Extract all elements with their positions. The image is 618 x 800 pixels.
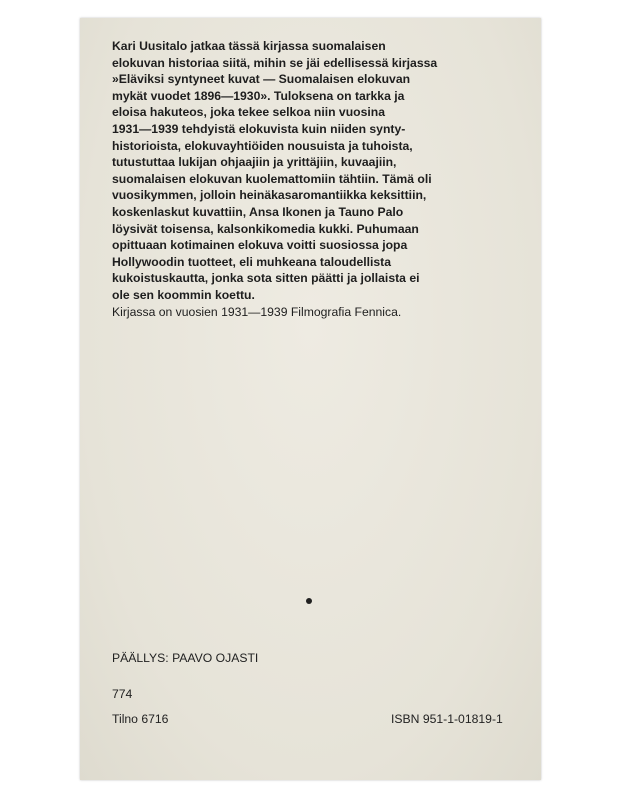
blurb-line: eloisa hakuteos, joka tekee selkoa niin vuosina	[112, 105, 385, 120]
isbn-code: ISBN 951-1-01819-1	[391, 712, 503, 726]
tilno-code: Tilno 6716	[112, 712, 169, 726]
blurb-line: suomalaisen elokuvan kuolemattomiin tähtiin. Tämä oli	[112, 171, 432, 186]
cover-credit: PÄÄLLYS: PAAVO OJASTI	[112, 651, 259, 665]
blurb-line: opittuaan kotimainen elokuva voitti suosiossa jopa	[112, 238, 408, 253]
blurb-line: 1931—1939 tehdyistä elokuvista kuin niiden synty-	[112, 121, 406, 136]
blurb-line: tutustuttaa lukijan ohjaajiin ja yrittäjiin, kuvaajiin,	[112, 155, 397, 170]
blurb-line: Hollywoodin tuotteet, eli muhkeana taloudellista	[112, 254, 391, 269]
filmografia-note: Kirjassa on vuosien 1931—1939 Filmografia Fennica.	[112, 304, 402, 319]
blurb-line: ole sen koommin koettu.	[112, 287, 255, 302]
blurb-line: elokuvan historiaa siitä, mihin se jäi edellisessä kirjassa	[112, 55, 438, 70]
back-cover	[80, 18, 541, 780]
blurb-line: Kari Uusitalo jatkaa tässä kirjassa suomalaisen	[112, 39, 386, 53]
blurb-line: vuosikymmen, jolloin heinäkasaromantiikka keksittiin,	[112, 188, 427, 203]
blurb-line: mykät vuodet 1896—1930». Tuloksena on tarkka ja	[112, 88, 405, 103]
blurb-line: historioista, elokuvayhtiöiden nousuista ja tuhoista,	[112, 138, 413, 153]
series-number: 774	[112, 687, 133, 701]
blurb-line: löysivät toisensa, kalsonkikomedia kukki. Puhumaan	[112, 221, 419, 236]
blurb-text	[112, 38, 532, 320]
print-dot	[306, 598, 312, 604]
blurb-line: koskenlaskut kuvattiin, Ansa Ikonen ja Tauno Palo	[112, 204, 404, 219]
blurb-line: »Eläviksi syntyneet kuvat — Suomalaisen elokuvan	[112, 72, 411, 87]
blurb-line: kukoistuskautta, jonka sota sitten päätti ja jollaista ei	[112, 271, 420, 286]
